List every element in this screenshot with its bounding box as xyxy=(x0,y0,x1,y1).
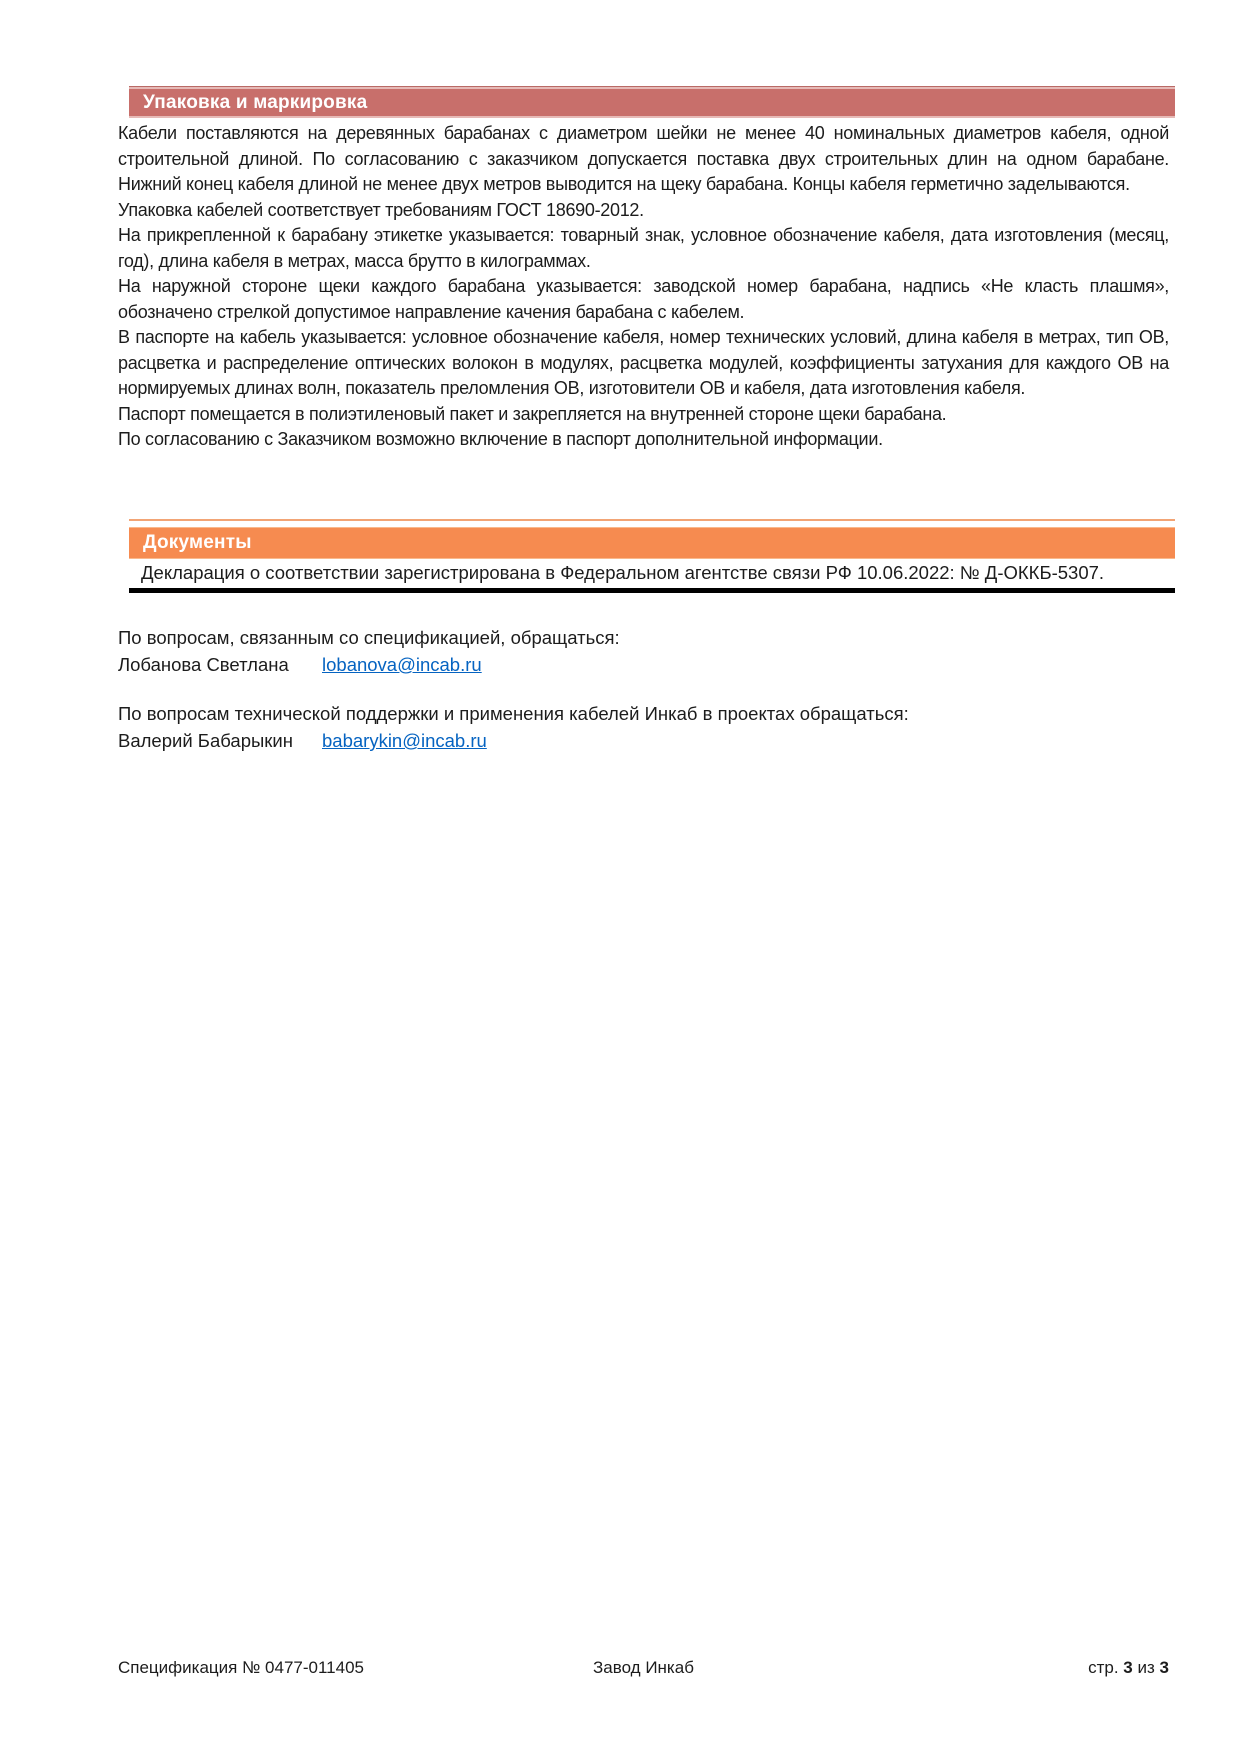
documents-section-header xyxy=(129,527,1175,559)
paragraph: На прикрепленной к барабану этикетке указывается: товарный знак, условное обозначение кабеля, дата изготовления (месяц, год), длина кабеля в метрах, масса брутто в килограммах. xyxy=(118,225,1169,271)
page-footer xyxy=(118,1658,1169,1678)
footer-page-total: 3 xyxy=(1159,1658,1169,1677)
footer-page-separator: из xyxy=(1132,1658,1160,1677)
paragraph: По согласованию с Заказчиком возможно включение в паспорт дополнительной информации. xyxy=(118,429,883,449)
footer-page-number: 3 xyxy=(1123,1658,1133,1677)
paragraph: В паспорте на кабель указывается: условное обозначение кабеля, номер технических условий, длина кабеля в метрах, тип ОВ, расцветка и распределение оптических волокон в модулях, расцветка модулей, коэффициенты затухания для каждого ОВ на нормируемых длинах волн, показатель преломления ОВ, изготовители ОВ и кабеля, дата изготовления кабеля. xyxy=(118,327,1169,398)
packaging-section-title: Упаковка и маркировка xyxy=(143,91,368,113)
documents-section-title: Документы xyxy=(143,532,252,553)
footer-doc-number: Спецификация № 0477-011405 xyxy=(118,1658,364,1677)
paragraph: Кабели поставляются на деревянных барабанах с диаметром шейки не менее 40 номинальных диаметров кабеля, одной строительной длиной. По согласованию с заказчиком допускается поставка двух строительных длин на одном барабане. Нижний конец кабеля длиной не менее двух метров выводится на щеку барабана. Концы кабеля герметично заделываются. xyxy=(118,123,1169,194)
packaging-section-body xyxy=(118,121,1169,453)
declaration-row xyxy=(129,559,1175,593)
spec-contact-row xyxy=(118,651,1169,678)
contacts-spacer xyxy=(118,678,1169,700)
contacts-block xyxy=(118,624,1169,754)
documents-table-top-border xyxy=(129,519,1175,521)
paragraph: На наружной стороне щеки каждого барабана указывается: заводской номер барабана, надпись «Не класть плашмя», обозначено стрелкой допустимое направление качения барабана с кабелем. xyxy=(118,276,1169,322)
spec-contact-name: Лобанова Светлана xyxy=(118,654,289,675)
support-contact-name: Валерий Бабарыкин xyxy=(118,730,293,751)
support-contact-row xyxy=(118,727,1169,754)
packaging-section-header xyxy=(129,86,1175,118)
spec-contact-intro: По вопросам, связанным со спецификацией, обращаться: xyxy=(118,627,620,648)
spec-contact-email-link[interactable]: lobanova@incab.ru xyxy=(322,654,482,675)
footer-page-prefix: стр. xyxy=(1088,1658,1124,1677)
support-contact-intro: По вопросам технической поддержки и применения кабелей Инкаб в проектах обращаться: xyxy=(118,703,909,724)
paragraph: Упаковка кабелей соответствует требованиям ГОСТ 18690-2012. xyxy=(118,199,644,220)
footer-company: Завод Инкаб xyxy=(593,1658,694,1677)
footer-page-indicator xyxy=(819,1658,1169,1678)
support-contact-email-link[interactable]: babarykin@incab.ru xyxy=(322,730,487,751)
paragraph: Паспорт помещается в полиэтиленовый пакет и закрепляется на внутренней стороне щеки барабана. xyxy=(118,403,947,424)
declaration-text: Декларация о соответствии зарегистрирована в Федеральном агентстве связи РФ 10.06.2022: № Д-ОККБ-5307. xyxy=(141,562,1105,583)
